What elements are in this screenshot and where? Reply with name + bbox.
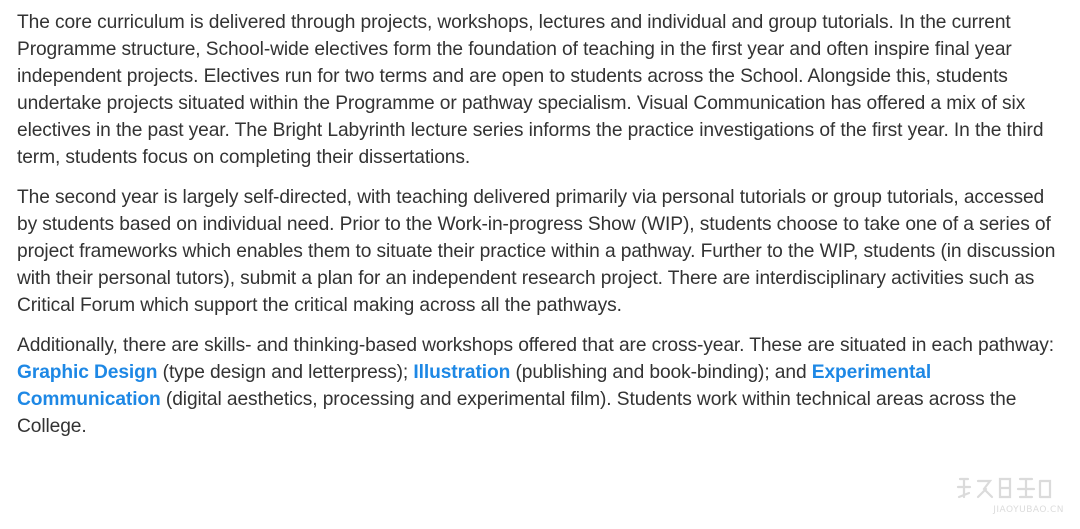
- paragraph-second-year: The second year is largely self-directed, with teaching delivered primarily via personal tutorials or group tutorials, accessed by students based on individual need. Prior to the Work-in-progress Show (WIP), students choose to take one of a series of project frameworks which enables them to situate their practice within a pathway. Further to the WIP, students (in discussion with their personal tutors), submit a plan for an independent research project. There are interdisciplinary activities such as Critical Forum which support the critical making across all the pathways.: [17, 187, 1056, 316]
- illustration-link[interactable]: Illustration: [413, 362, 511, 383]
- experimental-communication-link[interactable]: Experimental Communication: [17, 362, 932, 410]
- paragraph-curriculum: The core curriculum is delivered through projects, workshops, lectures and individual and group tutorials. In the current Programme structure, School-wide electives form the foundation of teaching in the first year and often inspire final year independent projects. Electives run for two terms and are open to students across the School. Alongside this, students undertake projects situated within the Programme or pathway specialism. Visual Communication has offered a mix of six electives in the past year. The Bright Labyrinth lecture series informs the practice investigations of the first year. In the third term, students focus on completing their dissertations.: [17, 12, 1044, 168]
- watermark-logo-icon: [954, 475, 1054, 501]
- graphic-design-link[interactable]: Graphic Design: [17, 362, 158, 383]
- graphic-design-detail-text: (type design and letterpress);: [157, 362, 414, 383]
- watermark: [946, 475, 1064, 515]
- workshops-intro-text: Additionally, there are skills- and thinking-based workshops offered that are cross-year. These are situated in each pathway:: [17, 335, 1054, 356]
- watermark-text: JIAOYUBAO.CN: [993, 505, 1064, 515]
- article-body: [17, 9, 1069, 453]
- experimental-communication-detail-text: (digital aesthetics, processing and experimental film). Students work within technical areas across the College.: [17, 389, 1017, 437]
- illustration-detail-text: (publishing and book-binding); and: [510, 362, 812, 383]
- paragraph-workshops: [17, 332, 1069, 440]
